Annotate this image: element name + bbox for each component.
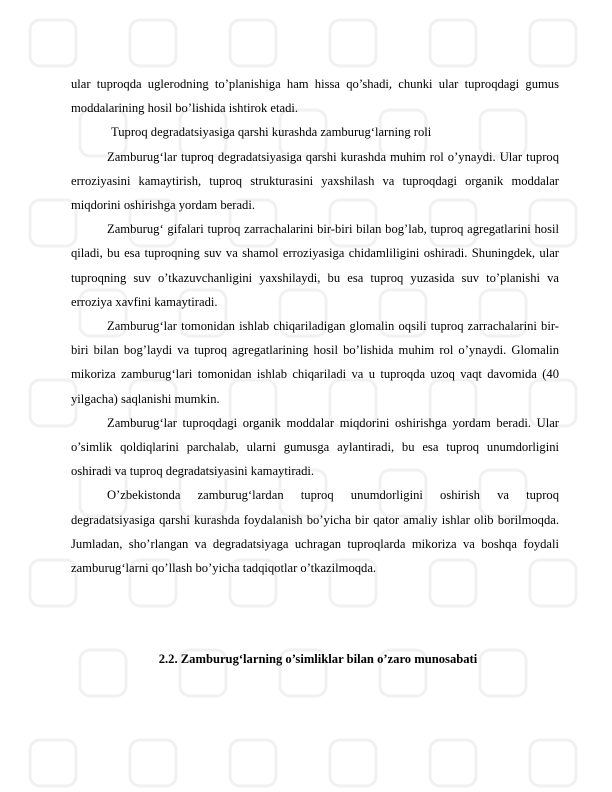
paragraph: Zamburug‘ gifalari tuproq zarrachalarini bir-biri bilan bog’lab, tuproq agregatlarini hosil qiladi, bu esa tuproqning suv va shamol erroziyasiga chidamliligini oshiradi. Shuningdek, ular tuproqning suv o’tkazuvchanligini yaxshilaydi, bu esa tuproq yuzasida suv to’planishi va erroziya xavfini kamaytiradi.	[71, 222, 559, 309]
subheading: Tuproq degradatsiyasiga qarshi kurashda zamburug‘larning roli	[111, 125, 432, 140]
paragraph: Zamburug‘lar tomonidan ishlab chiqariladigan glomalin oqsili tuproq zarrachalarini bir-biri bilan bog’laydi va tuproq agregatlarining hosil bo’lishida muhim rol o’ynaydi. Glomalin mikoriza zamburug‘lari tomonidan ishlab chiqariladi va u tuproqda uzoq vaqt davomida (40 yilgacha) saqlanishi mumkin.	[71, 319, 559, 406]
paragraph: Zamburug‘lar tuproqdagi organik moddalar miqdorini oshirishga yordam beradi. Ular o’simlik qoldiqlarini parchalab, ularni gumusga aylantiradi, bu esa tuproq unumdorligini oshiradi va tuproq degradatsiyasini kamaytiradi.	[71, 415, 559, 479]
section-title: 2.2. Zamburug‘larning o’simliklar bilan o’zaro munosabati	[158, 652, 478, 666]
paragraph-continuation: ular tuproqda uglerodning to’planishiga ham hissa qo’shadi, chunki ular tuproqdagi gumus moddalarining hosil bo’lishida ishtirok etadi.	[71, 77, 559, 116]
document-body	[71, 72, 559, 580]
paragraph: Zamburug‘lar tuproq degradatsiyasiga qarshi kurashda muhim rol o’ynaydi. Ular tuproq erroziyasini kamaytirish, tuproq strukturasini yaxshilash va tuproqdagi organik moddalar miqdorini oshirishga yordam beradi.	[71, 149, 559, 213]
paragraph: O’zbekistonda zamburug‘lardan tuproq unumdorligini oshirish va tuproq degradatsiyasiga qarshi kurashda foydalanish bo’yicha bir qator amaliy ishlar olib borilmoqda. Jumladan, sho’rlangan va degradatsiyaga uchragan tuproqlarda mikoriza va boshqa foydali zamburug‘larni qo’llash bo’yicha tadqiqotlar o’tkazilmoqda.	[71, 488, 559, 576]
